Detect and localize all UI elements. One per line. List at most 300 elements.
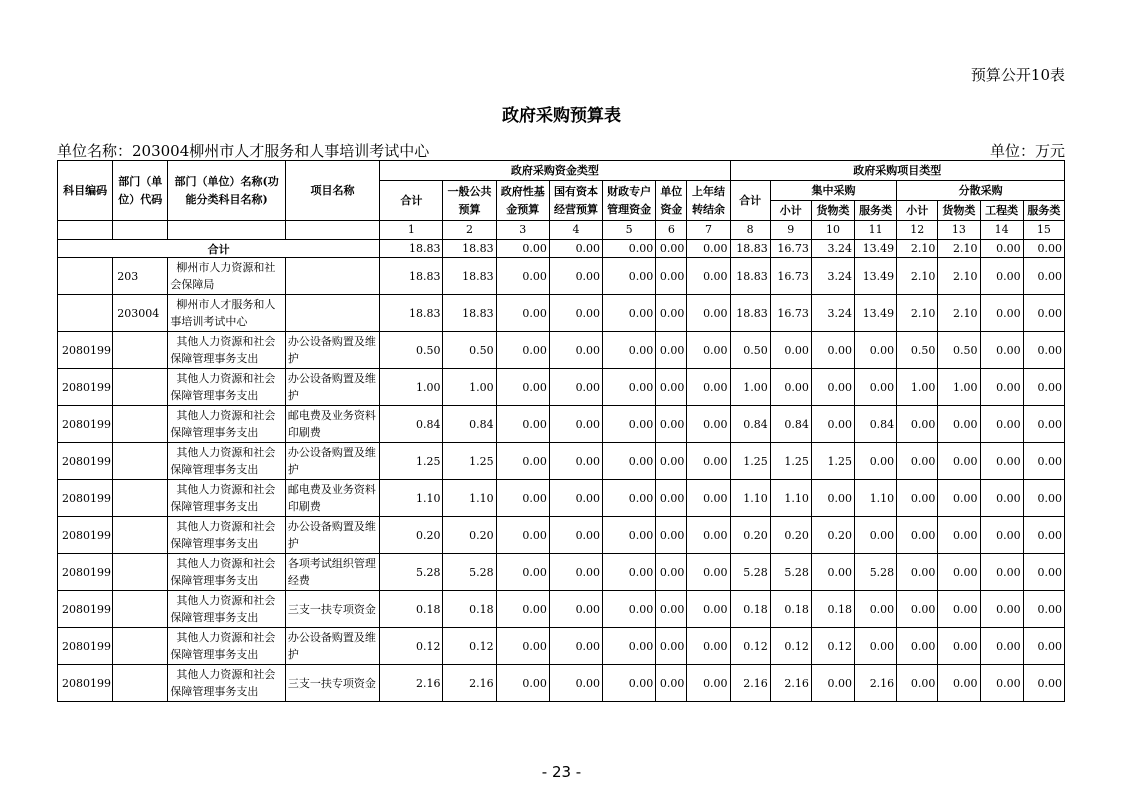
table-number-label: 预算公开10表 xyxy=(970,66,1065,84)
header-unit-fund: 单位资金 xyxy=(656,181,687,221)
value-cell: 0.00 xyxy=(603,517,656,554)
value-cell: 0.00 xyxy=(496,517,549,554)
value-cell: 0.00 xyxy=(549,480,602,517)
dept-name-cell: 其他人力资源和社会保障管理事务支出 xyxy=(168,406,285,443)
project-name-cell: 邮电费及业务资料印刷费 xyxy=(285,406,379,443)
dept-code-cell xyxy=(113,517,168,554)
value-cell: 0.00 xyxy=(811,554,854,591)
value-cell: 0.00 xyxy=(496,628,549,665)
value-cell: 0.00 xyxy=(603,369,656,406)
total-row-label: 合计 xyxy=(58,240,380,258)
value-cell: 0.00 xyxy=(1023,295,1064,332)
value-cell: 0.00 xyxy=(1023,258,1064,295)
subject-code-cell: 2080199 xyxy=(58,554,113,591)
header-subject-code: 科目编码 xyxy=(58,161,113,221)
value-cell: 18.83 xyxy=(443,258,496,295)
value-cell: 0.12 xyxy=(770,628,811,665)
value-cell: 0.00 xyxy=(938,406,980,443)
col-number: 6 xyxy=(656,221,687,240)
value-cell: 2.10 xyxy=(897,295,938,332)
table-row xyxy=(58,628,1065,665)
dept-name-cell: 其他人力资源和社会保障管理事务支出 xyxy=(168,443,285,480)
value-cell: 0.00 xyxy=(980,258,1023,295)
value-cell: 0.00 xyxy=(687,258,730,295)
value-cell: 0.00 xyxy=(1023,406,1064,443)
col-number: 4 xyxy=(549,221,602,240)
value-cell: 0.00 xyxy=(687,480,730,517)
value-cell: 0.00 xyxy=(855,517,897,554)
value-cell: 0.50 xyxy=(730,332,770,369)
col-number: 1 xyxy=(380,221,443,240)
value-cell: 0.00 xyxy=(549,591,602,628)
project-name-cell: 办公设备购置及维护 xyxy=(285,332,379,369)
value-cell: 0.84 xyxy=(380,406,443,443)
dept-code-cell xyxy=(113,332,168,369)
value-cell: 0.00 xyxy=(656,258,687,295)
value-cell: 0.00 xyxy=(656,332,687,369)
total-value-cell: 2.10 xyxy=(938,240,980,258)
dept-code-cell xyxy=(113,665,168,702)
value-cell: 16.73 xyxy=(770,258,811,295)
value-cell: 0.00 xyxy=(980,369,1023,406)
header-state-capital: 国有资本经营预算 xyxy=(549,181,602,221)
value-cell: 0.00 xyxy=(687,369,730,406)
value-cell: 0.00 xyxy=(811,665,854,702)
page-title: 政府采购预算表 xyxy=(502,106,621,126)
value-cell: 0.12 xyxy=(443,628,496,665)
project-name-cell: 各项考试组织管理经费 xyxy=(285,554,379,591)
value-cell: 0.00 xyxy=(549,443,602,480)
value-cell: 0.00 xyxy=(687,443,730,480)
value-cell: 0.00 xyxy=(811,369,854,406)
value-cell: 0.12 xyxy=(380,628,443,665)
project-name-cell: 办公设备购置及维护 xyxy=(285,443,379,480)
value-cell: 1.10 xyxy=(730,480,770,517)
value-cell: 0.00 xyxy=(549,517,602,554)
value-cell: 0.00 xyxy=(603,554,656,591)
value-cell: 1.00 xyxy=(897,369,938,406)
value-cell: 0.00 xyxy=(687,295,730,332)
value-cell: 0.00 xyxy=(687,406,730,443)
value-cell: 0.00 xyxy=(1023,332,1064,369)
value-cell: 0.00 xyxy=(496,665,549,702)
dept-code-cell xyxy=(113,406,168,443)
table-row xyxy=(58,295,1065,332)
value-cell: 1.00 xyxy=(730,369,770,406)
value-cell: 0.00 xyxy=(855,332,897,369)
value-cell: 18.83 xyxy=(380,258,443,295)
value-cell: 5.28 xyxy=(380,554,443,591)
total-value-cell: 18.83 xyxy=(380,240,443,258)
project-name-cell xyxy=(285,295,379,332)
value-cell: 0.00 xyxy=(496,258,549,295)
value-cell: 0.00 xyxy=(980,517,1023,554)
value-cell: 0.00 xyxy=(770,369,811,406)
value-cell: 0.18 xyxy=(730,591,770,628)
value-cell: 1.25 xyxy=(730,443,770,480)
value-cell: 1.25 xyxy=(811,443,854,480)
value-cell: 0.00 xyxy=(897,554,938,591)
col-number: 8 xyxy=(730,221,770,240)
value-cell: 0.00 xyxy=(897,480,938,517)
value-cell: 2.16 xyxy=(855,665,897,702)
value-cell: 0.00 xyxy=(980,628,1023,665)
col-number: 3 xyxy=(496,221,549,240)
value-cell: 0.00 xyxy=(938,480,980,517)
value-cell: 0.00 xyxy=(656,406,687,443)
value-cell: 16.73 xyxy=(770,295,811,332)
value-cell: 18.83 xyxy=(443,295,496,332)
value-cell: 13.49 xyxy=(855,295,897,332)
subject-code-cell xyxy=(58,295,113,332)
value-cell: 2.16 xyxy=(730,665,770,702)
value-cell: 0.00 xyxy=(897,517,938,554)
value-cell: 0.00 xyxy=(811,332,854,369)
value-cell: 0.00 xyxy=(980,332,1023,369)
value-cell: 0.00 xyxy=(1023,480,1064,517)
value-cell: 0.00 xyxy=(980,554,1023,591)
value-cell: 0.00 xyxy=(549,369,602,406)
value-cell: 0.00 xyxy=(1023,591,1064,628)
subject-code-cell: 2080199 xyxy=(58,369,113,406)
total-value-cell: 3.24 xyxy=(811,240,854,258)
value-cell: 0.12 xyxy=(730,628,770,665)
value-cell: 0.12 xyxy=(811,628,854,665)
header-goods: 货物类 xyxy=(811,201,854,221)
header-project-name: 项目名称 xyxy=(285,161,379,221)
value-cell: 18.83 xyxy=(730,258,770,295)
value-cell: 1.25 xyxy=(770,443,811,480)
total-row xyxy=(58,240,1065,258)
dept-code-cell xyxy=(113,369,168,406)
value-cell: 0.00 xyxy=(1023,369,1064,406)
value-cell: 0.00 xyxy=(938,665,980,702)
project-name-cell: 三支一扶专项资金 xyxy=(285,665,379,702)
value-cell: 3.24 xyxy=(811,295,854,332)
dept-name-cell: 柳州市人力资源和社会保障局 xyxy=(168,258,285,295)
col-number: 15 xyxy=(1023,221,1064,240)
value-cell: 0.50 xyxy=(443,332,496,369)
value-cell: 0.00 xyxy=(496,369,549,406)
value-cell: 5.28 xyxy=(443,554,496,591)
currency-unit-label: 单位：万元 xyxy=(989,142,1065,160)
value-cell: 0.00 xyxy=(811,406,854,443)
header-general-budget: 一般公共预算 xyxy=(443,181,496,221)
value-cell: 0.00 xyxy=(656,628,687,665)
page-number: - 23 - xyxy=(541,763,582,781)
value-cell: 0.00 xyxy=(603,443,656,480)
value-cell: 0.00 xyxy=(603,406,656,443)
value-cell: 0.00 xyxy=(938,517,980,554)
value-cell: 0.00 xyxy=(656,517,687,554)
value-cell: 0.00 xyxy=(980,665,1023,702)
subject-code-cell: 2080199 xyxy=(58,332,113,369)
header-subtotal: 小计 xyxy=(770,201,811,221)
table-row xyxy=(58,665,1065,702)
value-cell: 0.00 xyxy=(549,332,602,369)
header-fiscal-special: 财政专户管理资金 xyxy=(603,181,656,221)
value-cell: 0.00 xyxy=(496,443,549,480)
value-cell: 5.28 xyxy=(855,554,897,591)
value-cell: 0.00 xyxy=(603,665,656,702)
value-cell: 0.00 xyxy=(549,295,602,332)
value-cell: 0.00 xyxy=(770,332,811,369)
value-cell: 0.00 xyxy=(1023,554,1064,591)
dept-code-cell xyxy=(113,628,168,665)
subject-code-cell: 2080199 xyxy=(58,665,113,702)
value-cell: 0.00 xyxy=(897,665,938,702)
value-cell: 0.00 xyxy=(855,628,897,665)
value-cell: 0.00 xyxy=(603,332,656,369)
header-total: 合计 xyxy=(380,181,443,221)
value-cell: 2.16 xyxy=(443,665,496,702)
subject-code-cell: 2080199 xyxy=(58,591,113,628)
header-project-type-group: 政府采购项目类型 xyxy=(730,161,1064,181)
value-cell: 2.16 xyxy=(770,665,811,702)
value-cell: 0.50 xyxy=(897,332,938,369)
col-number: 9 xyxy=(770,221,811,240)
value-cell: 1.00 xyxy=(938,369,980,406)
dept-name-cell: 其他人力资源和社会保障管理事务支出 xyxy=(168,332,285,369)
value-cell: 3.24 xyxy=(811,258,854,295)
total-value-cell: 0.00 xyxy=(687,240,730,258)
value-cell: 0.00 xyxy=(855,369,897,406)
value-cell: 0.00 xyxy=(687,591,730,628)
total-value-cell: 0.00 xyxy=(496,240,549,258)
subject-code-cell: 2080199 xyxy=(58,480,113,517)
col-number: 11 xyxy=(855,221,897,240)
value-cell: 0.00 xyxy=(980,591,1023,628)
value-cell: 0.84 xyxy=(855,406,897,443)
value-cell: 0.00 xyxy=(603,258,656,295)
value-cell: 0.18 xyxy=(770,591,811,628)
total-value-cell: 0.00 xyxy=(549,240,602,258)
value-cell: 2.10 xyxy=(938,295,980,332)
value-cell: 1.10 xyxy=(855,480,897,517)
table-row xyxy=(58,554,1065,591)
header-fund-type-group: 政府采购资金类型 xyxy=(380,161,730,181)
value-cell: 2.16 xyxy=(380,665,443,702)
header-subtotal-2: 小计 xyxy=(897,201,938,221)
table-row xyxy=(58,369,1065,406)
value-cell: 0.20 xyxy=(811,517,854,554)
value-cell: 0.00 xyxy=(603,591,656,628)
dept-code-cell xyxy=(113,480,168,517)
dept-name-cell: 其他人力资源和社会保障管理事务支出 xyxy=(168,554,285,591)
table-row xyxy=(58,332,1065,369)
value-cell: 1.00 xyxy=(380,369,443,406)
value-cell: 0.00 xyxy=(496,295,549,332)
dept-name-cell: 其他人力资源和社会保障管理事务支出 xyxy=(168,517,285,554)
dept-name-cell: 其他人力资源和社会保障管理事务支出 xyxy=(168,665,285,702)
value-cell: 0.00 xyxy=(980,480,1023,517)
header-carryover: 上年结转结余 xyxy=(687,181,730,221)
value-cell: 0.50 xyxy=(380,332,443,369)
value-cell: 0.00 xyxy=(897,406,938,443)
subject-code-cell xyxy=(58,258,113,295)
total-value-cell: 18.83 xyxy=(730,240,770,258)
value-cell: 0.00 xyxy=(1023,665,1064,702)
value-cell: 0.00 xyxy=(549,406,602,443)
value-cell: 0.00 xyxy=(938,628,980,665)
dept-code-cell xyxy=(113,554,168,591)
col-number: 2 xyxy=(443,221,496,240)
dept-code-cell: 203004 xyxy=(113,295,168,332)
value-cell: 0.00 xyxy=(549,258,602,295)
value-cell: 0.00 xyxy=(938,443,980,480)
col-number: 12 xyxy=(897,221,938,240)
value-cell: 2.10 xyxy=(938,258,980,295)
subject-code-cell: 2080199 xyxy=(58,517,113,554)
unit-name-label: 单位名称：203004柳州市人才服务和人事培训考试中心 xyxy=(57,142,430,160)
value-cell: 0.00 xyxy=(656,443,687,480)
value-cell: 13.49 xyxy=(855,258,897,295)
value-cell: 0.00 xyxy=(656,369,687,406)
value-cell: 0.84 xyxy=(443,406,496,443)
value-cell: 0.00 xyxy=(938,591,980,628)
total-value-cell: 0.00 xyxy=(656,240,687,258)
total-value-cell: 18.83 xyxy=(443,240,496,258)
value-cell: 5.28 xyxy=(730,554,770,591)
table-row xyxy=(58,591,1065,628)
col-number: 13 xyxy=(938,221,980,240)
value-cell: 1.25 xyxy=(443,443,496,480)
value-cell: 0.00 xyxy=(938,554,980,591)
dept-name-cell: 其他人力资源和社会保障管理事务支出 xyxy=(168,480,285,517)
value-cell: 2.10 xyxy=(897,258,938,295)
col-number: 14 xyxy=(980,221,1023,240)
total-value-cell: 2.10 xyxy=(897,240,938,258)
procurement-budget-table xyxy=(57,160,1065,702)
col-number: 10 xyxy=(811,221,854,240)
table-row xyxy=(58,406,1065,443)
value-cell: 0.00 xyxy=(687,517,730,554)
table-row xyxy=(58,443,1065,480)
value-cell: 1.00 xyxy=(443,369,496,406)
value-cell: 1.10 xyxy=(443,480,496,517)
subject-code-cell: 2080199 xyxy=(58,406,113,443)
value-cell: 0.00 xyxy=(496,332,549,369)
value-cell: 0.00 xyxy=(656,554,687,591)
header-dept-code: 部门（单位）代码 xyxy=(113,161,168,221)
value-cell: 0.00 xyxy=(687,665,730,702)
project-name-cell: 邮电费及业务资料印刷费 xyxy=(285,480,379,517)
header-dispersed: 分散采购 xyxy=(897,181,1065,201)
value-cell: 0.00 xyxy=(656,591,687,628)
header-engineering: 工程类 xyxy=(980,201,1023,221)
value-cell: 0.00 xyxy=(980,443,1023,480)
header-service-2: 服务类 xyxy=(1023,201,1064,221)
subject-code-cell: 2080199 xyxy=(58,443,113,480)
value-cell: 0.18 xyxy=(380,591,443,628)
value-cell: 0.00 xyxy=(980,406,1023,443)
header-total-2: 合计 xyxy=(730,181,770,221)
total-value-cell: 16.73 xyxy=(770,240,811,258)
value-cell: 0.00 xyxy=(687,628,730,665)
subject-code-cell: 2080199 xyxy=(58,628,113,665)
header-dept-name: 部门（单位）名称(功能分类科目名称) xyxy=(168,161,285,221)
dept-name-cell: 其他人力资源和社会保障管理事务支出 xyxy=(168,369,285,406)
value-cell: 0.00 xyxy=(897,443,938,480)
value-cell: 0.00 xyxy=(855,443,897,480)
value-cell: 0.00 xyxy=(687,554,730,591)
dept-name-cell: 柳州市人才服务和人事培训考试中心 xyxy=(168,295,285,332)
total-value-cell: 0.00 xyxy=(1023,240,1064,258)
value-cell: 1.10 xyxy=(380,480,443,517)
dept-code-cell xyxy=(113,591,168,628)
total-value-cell: 0.00 xyxy=(603,240,656,258)
value-cell: 0.00 xyxy=(603,628,656,665)
value-cell: 0.00 xyxy=(656,295,687,332)
value-cell: 0.00 xyxy=(549,554,602,591)
table-row xyxy=(58,258,1065,295)
value-cell: 0.00 xyxy=(1023,628,1064,665)
value-cell: 0.18 xyxy=(443,591,496,628)
value-cell: 0.00 xyxy=(656,480,687,517)
value-cell: 0.00 xyxy=(496,591,549,628)
value-cell: 5.28 xyxy=(770,554,811,591)
value-cell: 0.00 xyxy=(980,295,1023,332)
dept-name-cell: 其他人力资源和社会保障管理事务支出 xyxy=(168,591,285,628)
project-name-cell: 办公设备购置及维护 xyxy=(285,628,379,665)
dept-code-cell: 203 xyxy=(113,258,168,295)
value-cell: 0.00 xyxy=(496,554,549,591)
value-cell: 0.00 xyxy=(603,295,656,332)
dept-code-cell xyxy=(113,443,168,480)
value-cell: 1.10 xyxy=(770,480,811,517)
project-name-cell: 办公设备购置及维护 xyxy=(285,517,379,554)
value-cell: 0.00 xyxy=(656,665,687,702)
col-number: 5 xyxy=(603,221,656,240)
value-cell: 0.18 xyxy=(811,591,854,628)
table-row xyxy=(58,517,1065,554)
value-cell: 0.00 xyxy=(897,628,938,665)
value-cell: 0.00 xyxy=(549,665,602,702)
value-cell: 0.00 xyxy=(855,591,897,628)
header-goods-2: 货物类 xyxy=(938,201,980,221)
value-cell: 0.00 xyxy=(549,628,602,665)
value-cell: 0.00 xyxy=(496,406,549,443)
value-cell: 18.83 xyxy=(380,295,443,332)
value-cell: 0.00 xyxy=(811,480,854,517)
total-value-cell: 0.00 xyxy=(980,240,1023,258)
value-cell: 18.83 xyxy=(730,295,770,332)
value-cell: 0.20 xyxy=(730,517,770,554)
header-gov-fund: 政府性基金预算 xyxy=(496,181,549,221)
value-cell: 0.00 xyxy=(1023,517,1064,554)
project-name-cell: 办公设备购置及维护 xyxy=(285,369,379,406)
col-number: 7 xyxy=(687,221,730,240)
value-cell: 0.00 xyxy=(687,332,730,369)
value-cell: 0.84 xyxy=(730,406,770,443)
value-cell: 0.00 xyxy=(897,591,938,628)
header-service: 服务类 xyxy=(855,201,897,221)
table-row xyxy=(58,480,1065,517)
value-cell: 0.84 xyxy=(770,406,811,443)
value-cell: 1.25 xyxy=(380,443,443,480)
value-cell: 0.50 xyxy=(938,332,980,369)
value-cell: 0.00 xyxy=(1023,443,1064,480)
value-cell: 0.00 xyxy=(496,480,549,517)
dept-name-cell: 其他人力资源和社会保障管理事务支出 xyxy=(168,628,285,665)
project-name-cell: 三支一扶专项资金 xyxy=(285,591,379,628)
value-cell: 0.00 xyxy=(603,480,656,517)
project-name-cell xyxy=(285,258,379,295)
value-cell: 0.20 xyxy=(443,517,496,554)
value-cell: 0.20 xyxy=(380,517,443,554)
value-cell: 0.20 xyxy=(770,517,811,554)
header-centralized: 集中采购 xyxy=(770,181,896,201)
